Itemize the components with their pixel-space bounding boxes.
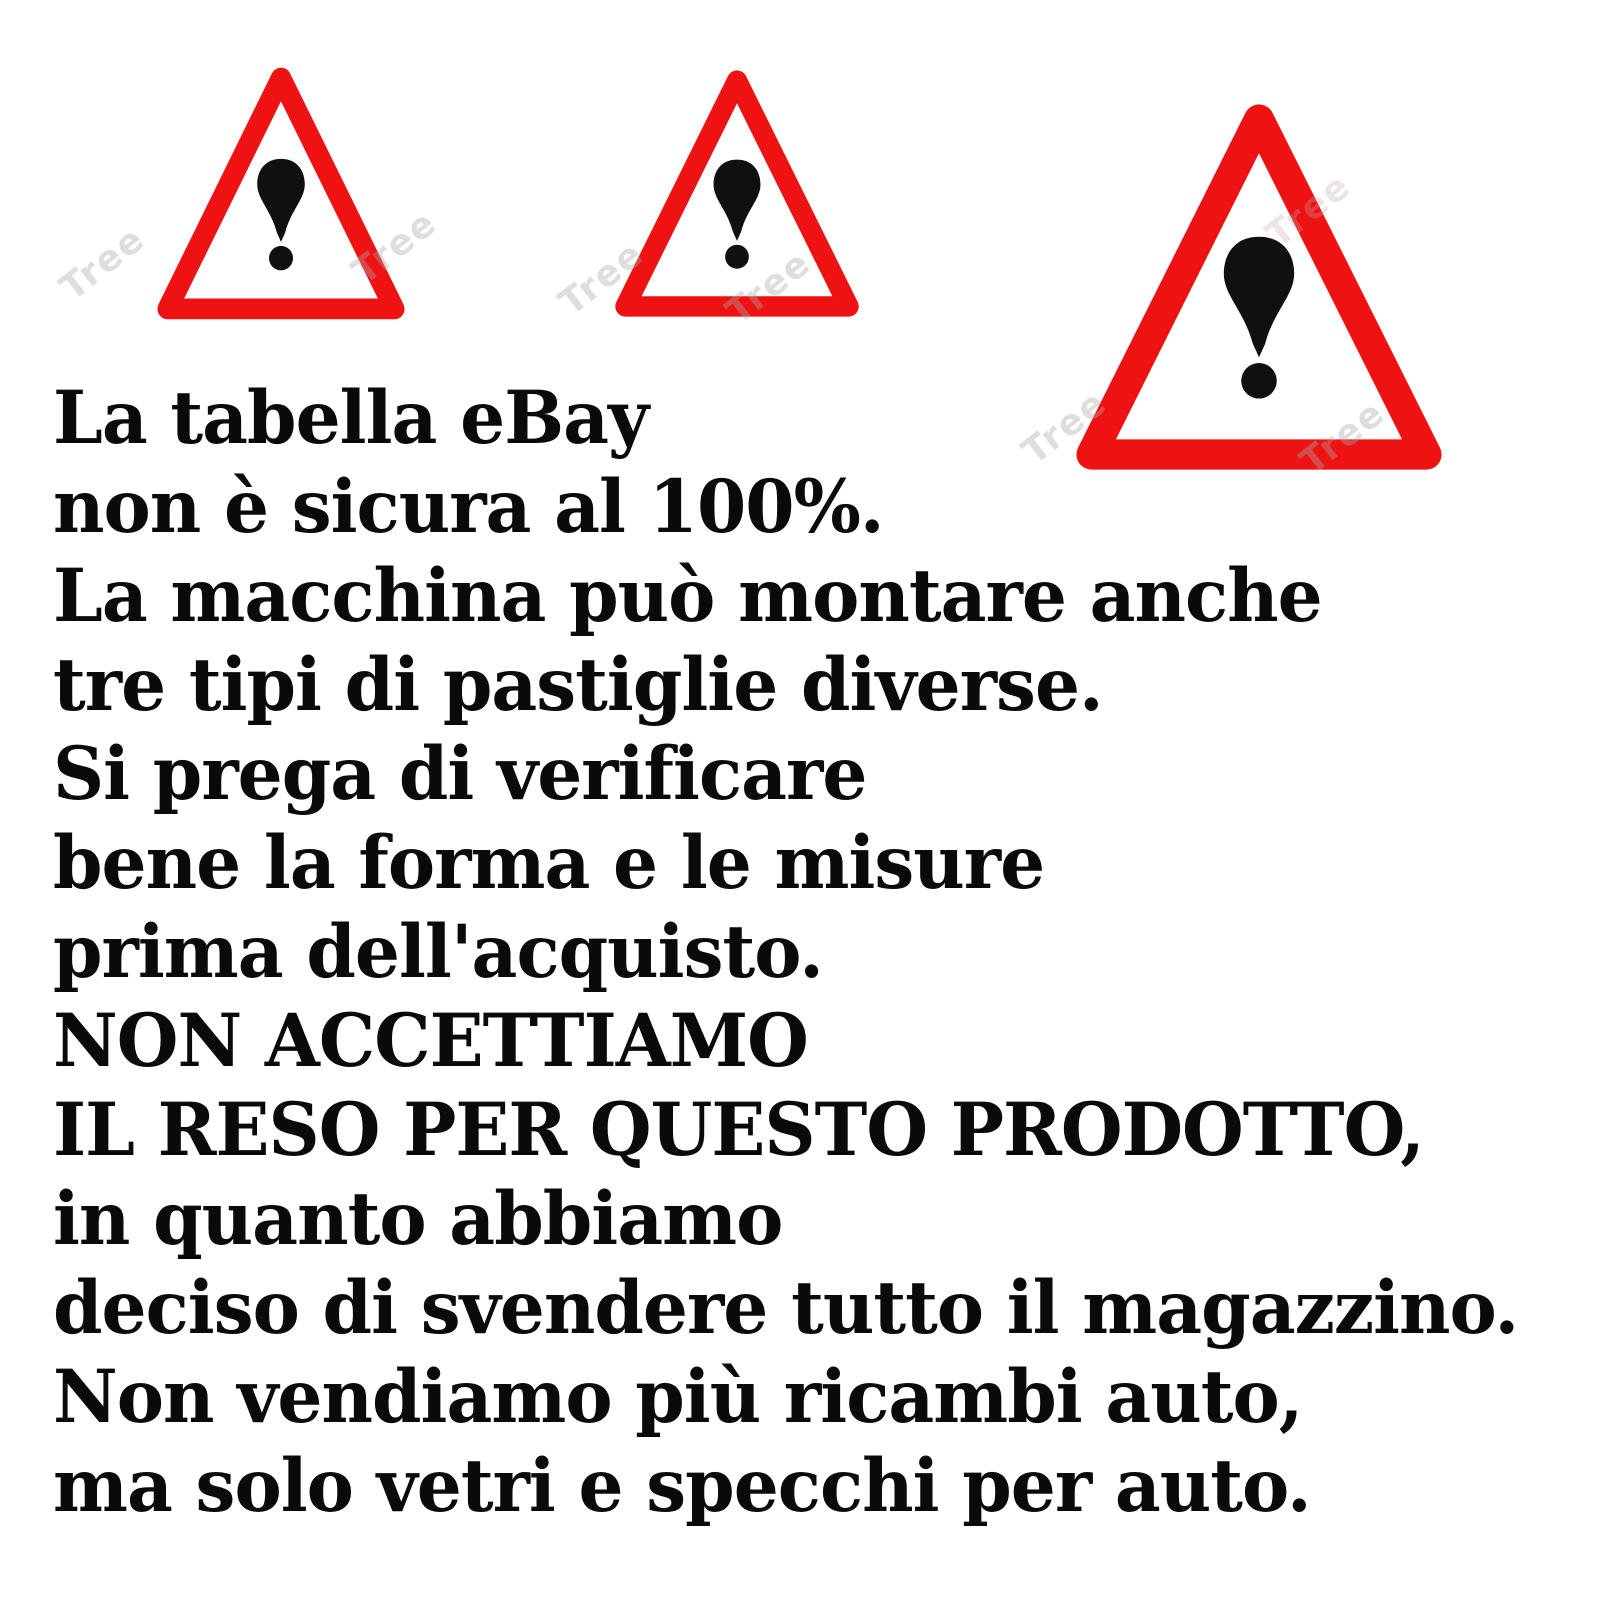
warning-line: tre tipi di pastiglie diverse. <box>53 642 1103 728</box>
warning-line: prima dell'acquisto. <box>53 909 823 995</box>
warning-line: Non vendiamo più ricambi auto, <box>53 1354 1303 1440</box>
stock-watermark: Tree <box>1014 382 1116 473</box>
stock-watermark: Tree <box>1258 165 1360 256</box>
warning-line: La tabella eBay <box>53 375 649 461</box>
stock-watermark: Tree <box>52 218 154 309</box>
warning-line: deciso di svendere tutto il magazzino. <box>53 1265 1519 1351</box>
stock-watermark: Tree <box>344 202 446 293</box>
stock-watermark: Tree <box>1292 392 1394 483</box>
warning-text-block <box>53 374 1564 1531</box>
warning-line: non è sicura al 100%. <box>53 464 884 550</box>
warning-line: Si prega di verificare <box>53 731 867 817</box>
warning-line: bene la forma e le misure <box>53 820 1045 906</box>
warning-triangle-icon <box>145 55 417 332</box>
stock-watermark: Tree <box>551 233 653 324</box>
warning-line: NON ACCETTIAMO <box>53 998 808 1084</box>
warning-line: La macchina può montare anche <box>53 553 1322 639</box>
warning-line: in quanto abbiamo <box>53 1176 783 1262</box>
warning-line: ma solo vetri e specchi per auto. <box>53 1443 1311 1529</box>
stock-watermark: Tree <box>718 242 820 333</box>
warning-triangle-icon <box>603 58 871 329</box>
warning-line: IL RESO PER QUESTO PRODOTTO, <box>53 1087 1424 1173</box>
